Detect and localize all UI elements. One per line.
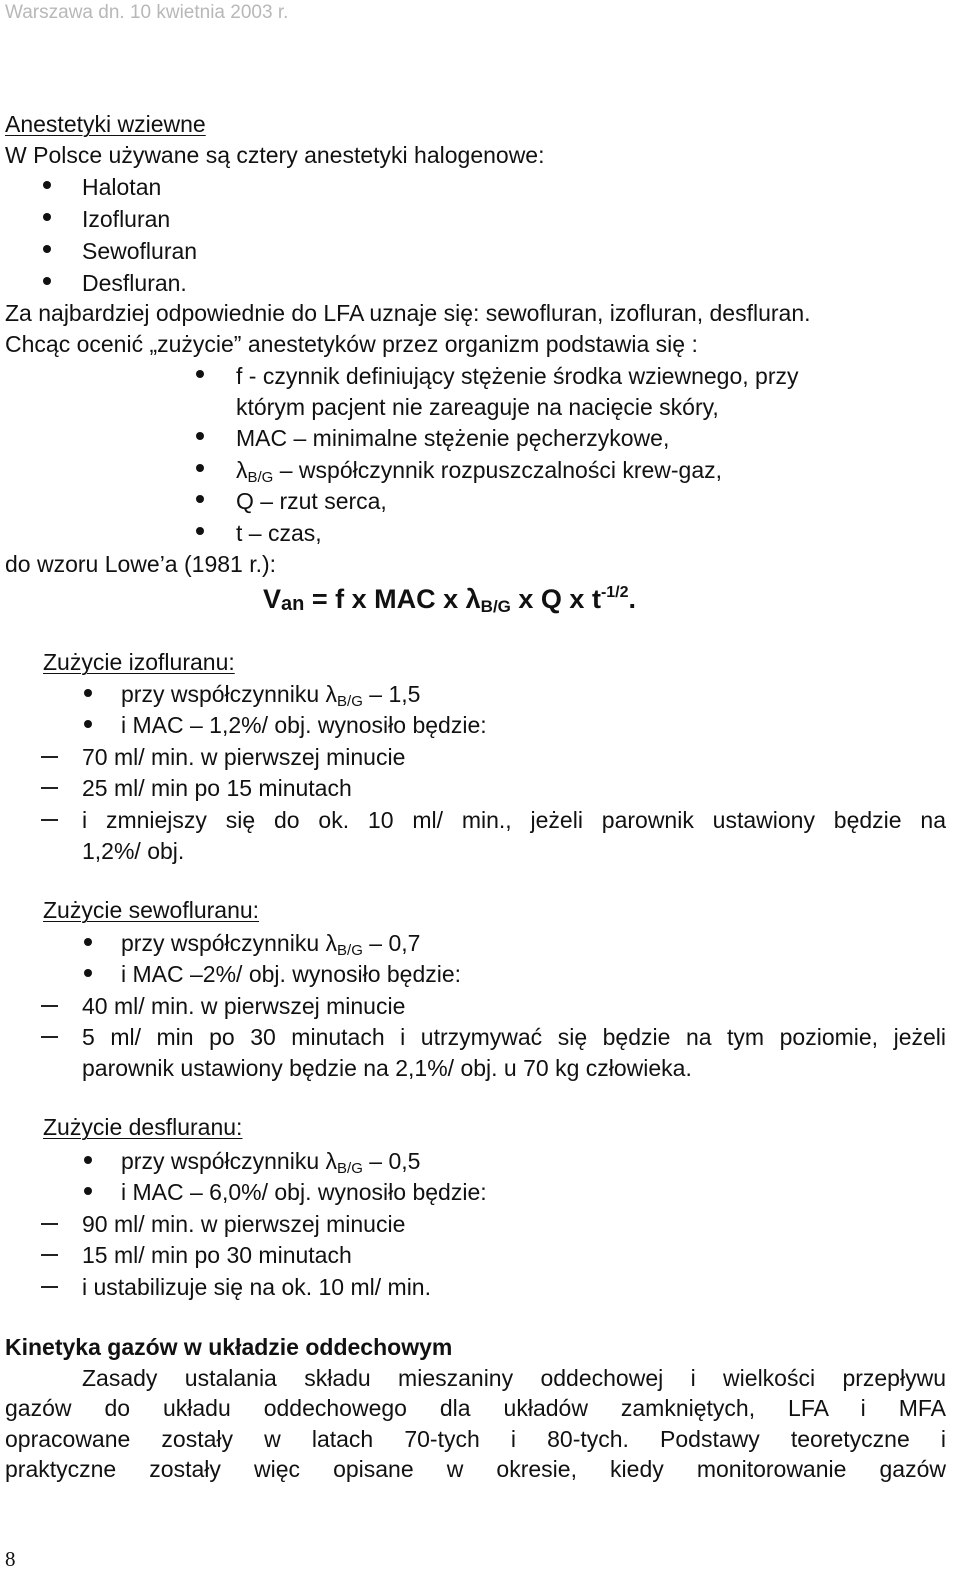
- coef-label: przy współczynniku λ: [121, 681, 338, 707]
- section-title-isoflurane: Zużycie izofluranu:: [43, 649, 235, 675]
- lowe-formula: [263, 585, 636, 615]
- formula-v: V: [263, 584, 282, 614]
- bullet-icon: [196, 495, 204, 503]
- sevo-dash-item-cont: parownik ustawiony będzie na 2,1%/ obj. u 70 kg człowieka.: [82, 1055, 692, 1081]
- kinetics-paragraph-line: Zasady ustalania składu mieszaniny oddechowej i wielkości przepływu: [82, 1365, 946, 1391]
- lowe-line: do wzoru Lowe’a (1981 r.):: [5, 551, 277, 577]
- bullet-icon: [43, 213, 51, 221]
- formula-end: .: [628, 584, 637, 614]
- des-dash-item: 15 ml/ min po 30 minutach: [82, 1242, 352, 1268]
- coef-label: przy współczynniku λ: [121, 1148, 338, 1174]
- sevo-mac: i MAC –2%/ obj. wynosiło będzie:: [121, 961, 462, 987]
- coef-value: – 1,5: [362, 681, 421, 707]
- factor-t: t – czas,: [236, 520, 322, 546]
- lambda-symbol: λ: [236, 457, 248, 483]
- factor-mac: MAC – minimalne stężenie pęcherzykowe,: [236, 425, 670, 451]
- dash-icon: [41, 1286, 58, 1288]
- bullet-icon: [84, 1187, 92, 1195]
- section-title-inhaled-anesthetics: Anestetyki wziewne: [5, 111, 206, 137]
- dash-icon: [41, 1223, 58, 1225]
- coef-label: przy współczynniku λ: [121, 930, 338, 956]
- bullet-icon: [196, 464, 204, 472]
- dash-icon: [41, 756, 58, 758]
- bullet-icon: [196, 370, 204, 378]
- factor-f: f - czynnik definiujący stężenie środka wziewnego, przy: [236, 363, 799, 389]
- page-number: 8: [5, 1547, 16, 1571]
- iso-dash-item-cont: 1,2%/ obj.: [82, 838, 185, 864]
- bullet-icon: [84, 1156, 92, 1164]
- factor-f-cont: którym pacjent nie zareaguje na nacięcie skóry,: [236, 394, 719, 420]
- bullet-icon: [84, 969, 92, 977]
- iso-dash-item: 70 ml/ min. w pierwszej minucie: [82, 744, 406, 770]
- iso-dash-item: i zmniejszy się do ok. 10 ml/ min., jeżeli parownik ustawiony będzie na: [82, 807, 946, 833]
- dash-icon: [41, 1254, 58, 1256]
- sevo-coefficient: [121, 932, 420, 958]
- coef-subscript: B/G: [337, 942, 363, 959]
- kinetics-paragraph-line: praktyczne zostały więc opisane w okresie, kiedy monitorowanie gazów: [5, 1456, 946, 1482]
- coef-subscript: B/G: [337, 1160, 363, 1177]
- section-title-desflurane: Zużycie desfluranu:: [43, 1114, 243, 1140]
- des-mac: i MAC – 6,0%/ obj. wynosiło będzie:: [121, 1179, 487, 1205]
- agent-item: Izofluran: [82, 206, 171, 232]
- intro-line: W Polsce używane są cztery anestetyki halogenowe:: [5, 142, 545, 168]
- des-coefficient: [121, 1150, 420, 1176]
- coef-value: – 0,7: [362, 930, 421, 956]
- dash-icon: [41, 787, 58, 789]
- kinetics-paragraph-line: gazów do układu oddechowego dla układów zamkniętych, LFA i MFA: [5, 1395, 946, 1421]
- iso-coefficient: [121, 683, 420, 709]
- sevo-dash-item: 5 ml/ min po 30 minutach i utrzymywać się będzie na tym poziomie, jeżeli: [82, 1024, 946, 1050]
- bullet-icon: [43, 277, 51, 285]
- agent-item: Halotan: [82, 174, 162, 200]
- factor-lambda: [236, 459, 722, 485]
- iso-dash-item: 25 ml/ min po 15 minutach: [82, 775, 352, 801]
- bullet-icon: [196, 432, 204, 440]
- formula-exponent: -1/2: [600, 584, 629, 601]
- assess-line: Chcąc ocenić „zużycie” anestetyków przez organizm podstawia się :: [5, 331, 698, 357]
- coef-subscript: B/G: [337, 693, 363, 710]
- dash-icon: [41, 1036, 58, 1038]
- lfa-line: Za najbardziej odpowiednie do LFA uznaje się: sewofluran, izofluran, desfluran.: [5, 300, 811, 326]
- lambda-subscript: B/G: [247, 469, 274, 486]
- sevo-dash-item: 40 ml/ min. w pierwszej minucie: [82, 993, 406, 1019]
- bullet-icon: [43, 181, 51, 189]
- formula-subscript: B/G: [480, 597, 511, 616]
- bullet-icon: [84, 938, 92, 946]
- bullet-icon: [196, 527, 204, 535]
- bullet-icon: [84, 720, 92, 728]
- des-dash-item: 90 ml/ min. w pierwszej minucie: [82, 1211, 406, 1237]
- formula-tail: x Q x t: [510, 584, 601, 614]
- agent-item: Desfluran.: [82, 270, 187, 296]
- des-dash-item: i ustabilizuje się na ok. 10 ml/ min.: [82, 1274, 431, 1300]
- bullet-icon: [43, 245, 51, 253]
- factor-q: Q – rzut serca,: [236, 488, 387, 514]
- dash-icon: [41, 1005, 58, 1007]
- formula-mid: = f x MAC x λ: [304, 584, 481, 614]
- lambda-description: – współczynnik rozpuszczalności krew-gaz,: [273, 457, 723, 483]
- kinetics-paragraph-line: opracowane zostały w latach 70-tych i 80-tych. Podstawy teoretyczne i: [5, 1426, 946, 1452]
- section-title-sevoflurane: Zużycie sewofluranu:: [43, 897, 260, 923]
- section-title-kinetics: Kinetyka gazów w układzie oddechowym: [5, 1334, 453, 1360]
- agent-item: Sewofluran: [82, 238, 198, 264]
- formula-an: an: [281, 593, 305, 615]
- dash-icon: [41, 819, 58, 821]
- iso-mac: i MAC – 1,2%/ obj. wynosiło będzie:: [121, 712, 487, 738]
- bullet-icon: [84, 689, 92, 697]
- coef-value: – 0,5: [362, 1148, 421, 1174]
- page-header: Warszawa dn. 10 kwietnia 2003 r.: [5, 2, 289, 23]
